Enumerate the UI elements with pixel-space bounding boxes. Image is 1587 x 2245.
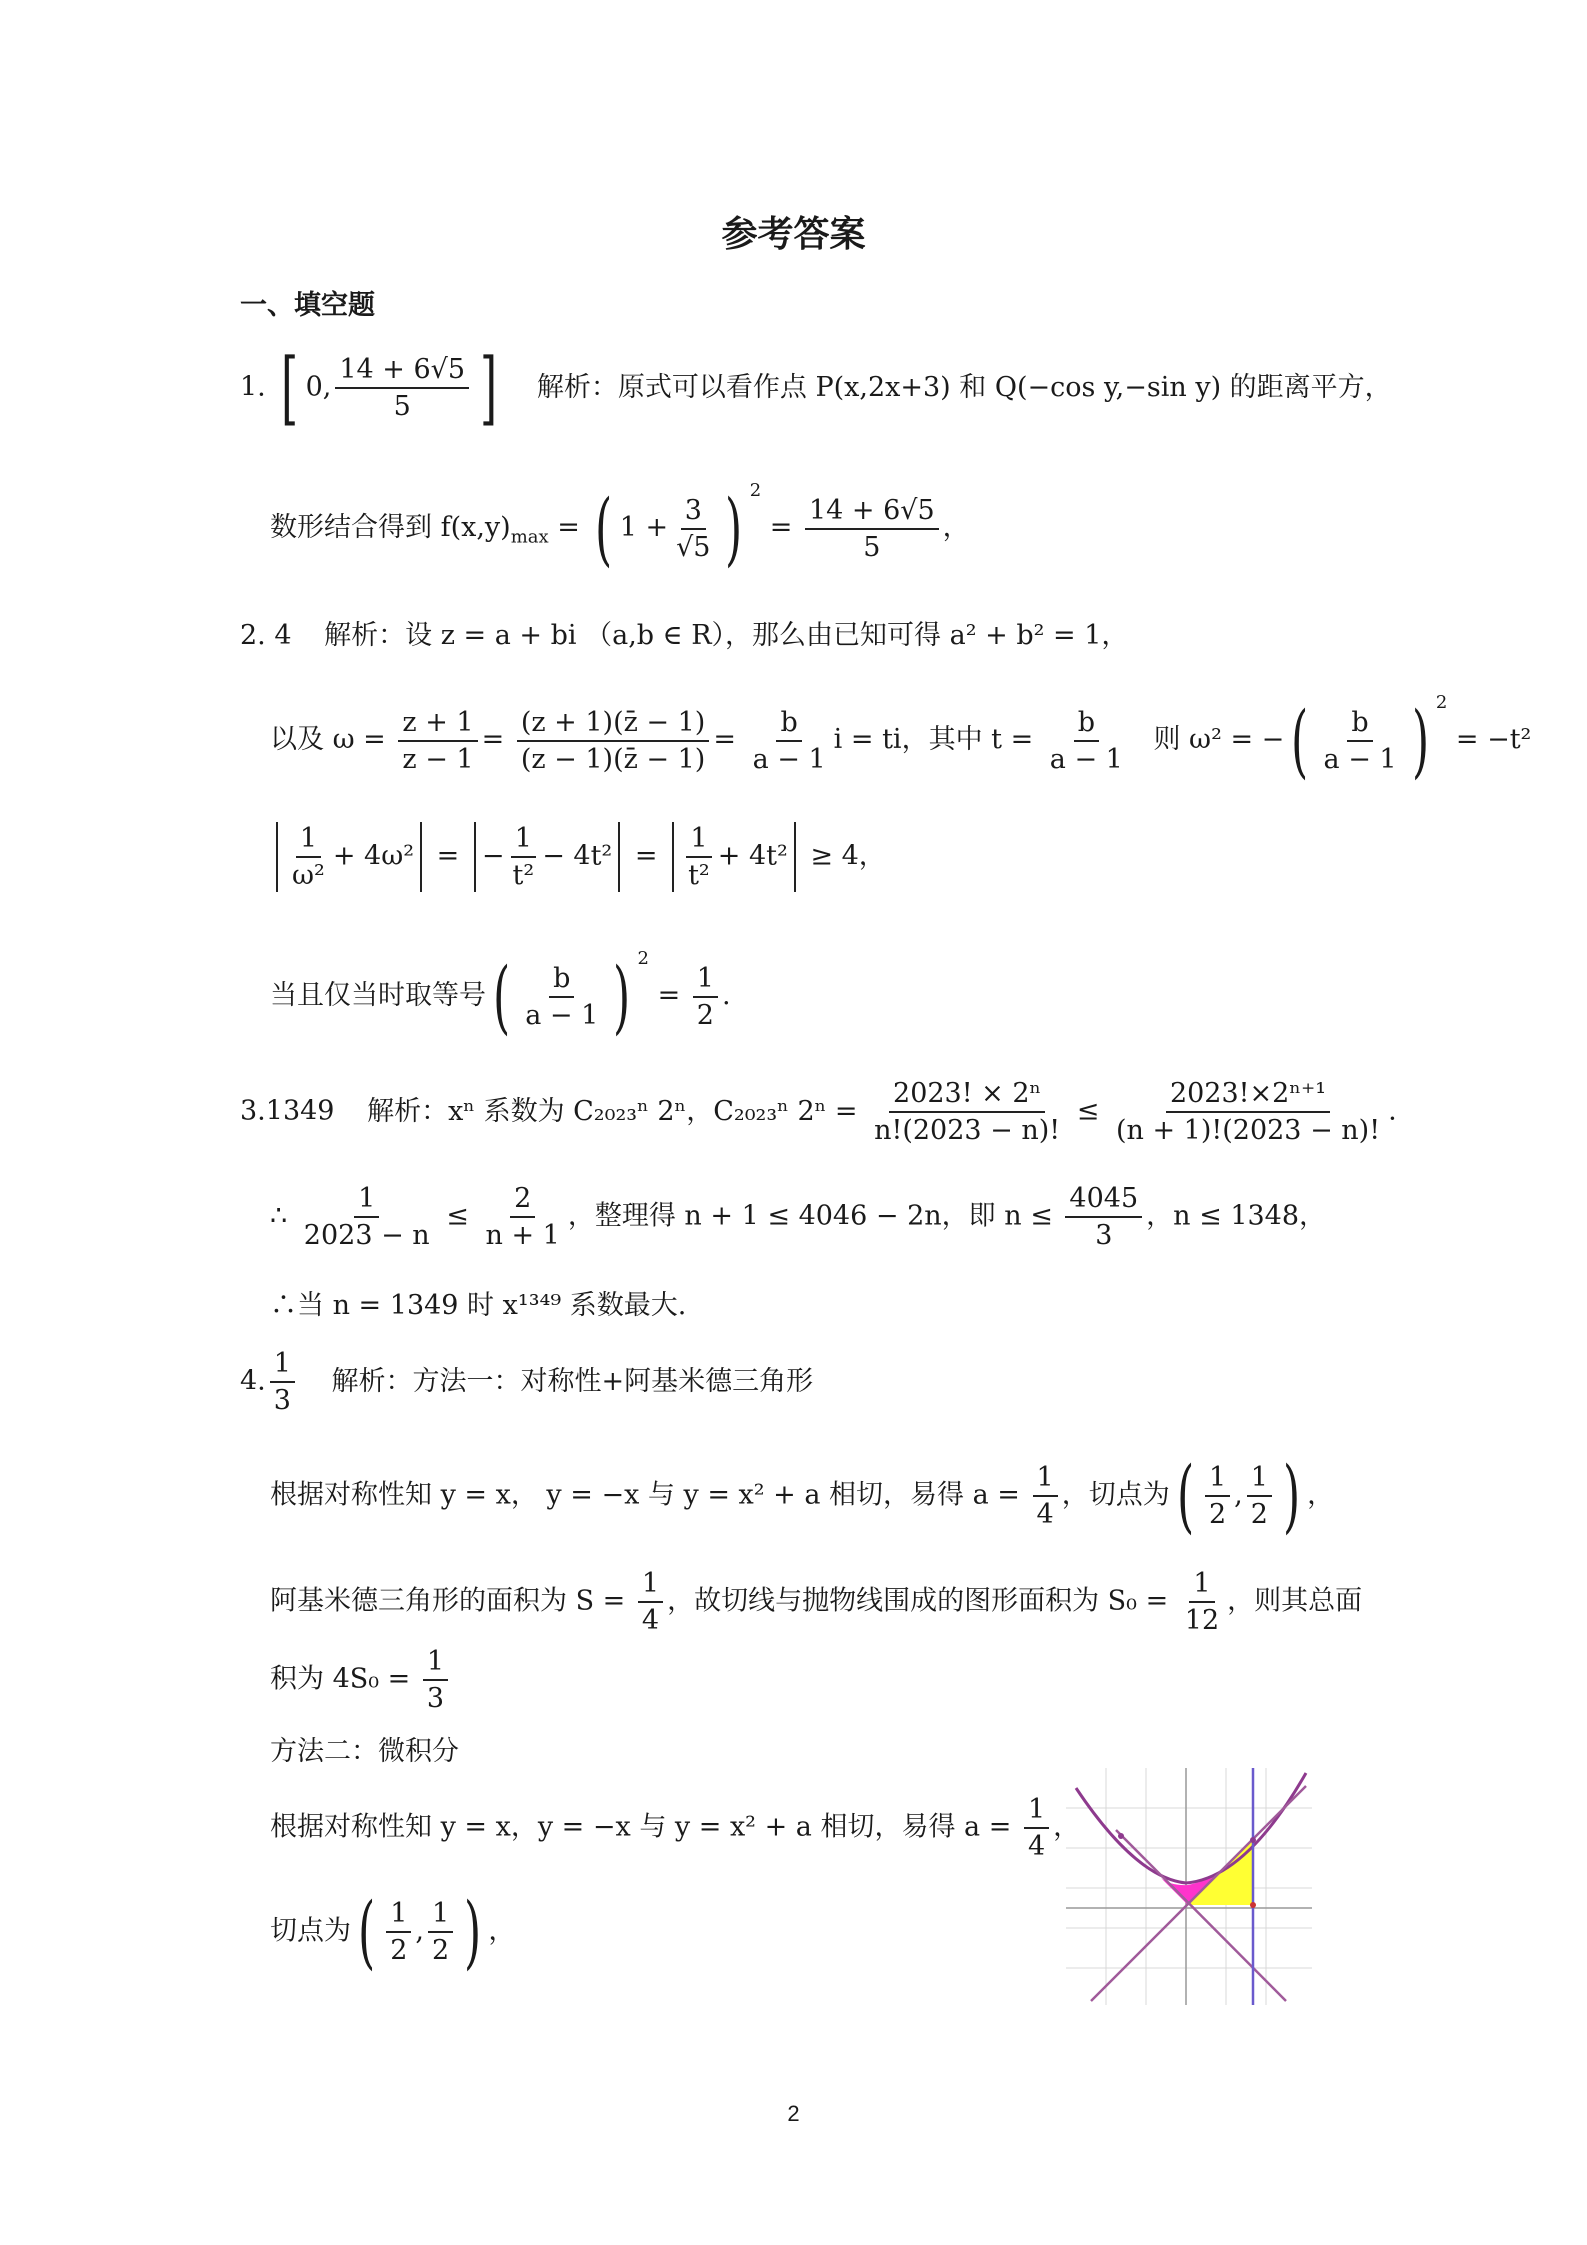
frac-den: 3	[273, 1385, 291, 1416]
frac-den: n!(2023 − n)!	[874, 1115, 1061, 1146]
frac-den: 12	[1184, 1605, 1220, 1636]
page-number: 2	[787, 2101, 800, 2126]
q4-line4	[270, 1648, 452, 1712]
frac-den: a − 1	[525, 999, 599, 1031]
q1-line2-end: ，	[942, 512, 970, 543]
q4-line2: 根据对称性知 y = x， y = −x 与 y = x² + a 相切，易得 a = $\frac{1}{4}$ ，切点为( $\frac{1}{2}$ , $\frac{1}{2}$ ) ，	[270, 1449, 1335, 1542]
q2-l4-frac1	[521, 962, 602, 1031]
paren: )	[725, 481, 743, 575]
frac-den: 2	[390, 1935, 408, 1966]
frac-num: 14 + 6√5	[805, 497, 939, 530]
frac-num: 1	[511, 825, 536, 858]
abs-bar	[672, 822, 674, 892]
line-y-eq-neg-x	[1116, 1830, 1286, 2001]
q2-analysis: 解析：设 z = a + bi （a,b ∈ R），那么由已知可得 a² + b² = 1，	[324, 620, 1129, 651]
abs-bar	[276, 822, 278, 892]
q3-line1	[240, 1080, 1397, 1144]
frac-num: 1	[1205, 1464, 1230, 1497]
q4-l7-point-y	[428, 1900, 453, 1964]
q2-l3-frac1	[288, 825, 329, 889]
frac-den: a − 1	[1049, 743, 1123, 775]
frac-den: 3	[426, 1683, 445, 1714]
frac-num: 1	[1247, 1464, 1272, 1497]
q2-label: 2. 4	[240, 620, 292, 651]
frac-num: 1	[693, 965, 718, 998]
paren: (	[1291, 693, 1309, 787]
q4-line3	[270, 1570, 1362, 1634]
frac-den: 2	[432, 1935, 450, 1966]
tangent-point-right	[1250, 1837, 1256, 1843]
frac-num: b	[1074, 709, 1099, 742]
paren: )	[1282, 1449, 1301, 1542]
frac-num: 2	[510, 1185, 535, 1218]
q2-l4-eq: =	[657, 980, 681, 1011]
q4-l6-end: ，	[1053, 1811, 1081, 1843]
q3-l2-end: ，n ≤ 1348，	[1146, 1200, 1327, 1232]
q2-l4-lead: 当且仅当时取等号	[270, 980, 486, 1011]
paren: )	[613, 949, 631, 1043]
q2-l2-mid: i = ti，其中 t =	[833, 724, 1034, 755]
frac-num: 1	[423, 1648, 448, 1681]
frac-den: t²	[512, 860, 535, 891]
q1-left-bracket: [	[281, 341, 299, 434]
q2-l2-lead: 以及 ω =	[270, 724, 386, 755]
q2-l2-frac4	[1046, 706, 1127, 775]
q2-l2-then: 则 ω² = −	[1153, 724, 1285, 755]
q2-l3-eq1: =	[436, 840, 460, 872]
frac-num: 1	[354, 1185, 379, 1218]
q2-line4	[270, 948, 731, 1043]
q4-l3-mid: ，故切线与抛物线围成的图形面积为 S₀ =	[667, 1585, 1169, 1617]
q3-l2-frac2	[481, 1185, 563, 1249]
q3-l2-lead: ∴	[270, 1200, 288, 1232]
frac-den: √5	[676, 531, 711, 563]
frac-den: (z − 1)(z̄ − 1)	[520, 743, 706, 775]
q1-line2-lead: 数形结合得到 f(x,y)	[270, 512, 511, 543]
q4-answer-frac	[270, 1350, 295, 1414]
parabola-figure	[1066, 1768, 1312, 2005]
frac-den: 2	[1208, 1499, 1227, 1530]
q2-l4-sq: 2	[637, 948, 649, 969]
frac-num: 1	[638, 1570, 663, 1603]
q1-label: 1.	[240, 371, 266, 403]
abs-bar	[794, 822, 796, 892]
frac-den: 2023 − n	[303, 1220, 430, 1251]
frac-num: 3	[681, 497, 706, 530]
q2-l3-frac3	[684, 825, 714, 889]
q2-l3-b: − 4t²	[542, 840, 613, 872]
frac-den: z − 1	[402, 743, 474, 775]
frac-num: 1	[1033, 1464, 1058, 1497]
frac-den: 3	[1095, 1220, 1113, 1251]
q2-l4-frac2	[693, 962, 718, 1031]
q4-label: 4.	[240, 1365, 266, 1397]
q2-l2-frac5	[1320, 706, 1401, 775]
parabola-curve	[1076, 1773, 1306, 1883]
q4-line1	[240, 1350, 813, 1414]
frac-den: 4	[1036, 1499, 1054, 1530]
q4-l2-lead: 根据对称性知 y = x， y = −x 与 y = x² + a 相切，易得 a =	[270, 1479, 1020, 1511]
frac-num: 1	[686, 825, 711, 858]
frac-den: 2	[1250, 1499, 1268, 1530]
q4-l2-point-y	[1247, 1464, 1272, 1528]
q4-l7-lead: 切点为	[270, 1915, 351, 1947]
q4-method1: 解析：方法一：对称性+阿基米德三角形	[331, 1365, 814, 1397]
q1-answer-left: 0,	[305, 371, 332, 403]
q1-line2-sub: max	[510, 526, 549, 548]
paren: )	[1411, 693, 1429, 787]
q3-le: ≤	[1076, 1095, 1100, 1127]
frac-den: a − 1	[1323, 743, 1397, 775]
q1-analysis: 解析：原式可以看作点 P(x,2x+3) 和 Q(−cos y,−sin y) 的距离平方，	[536, 371, 1392, 403]
q4-l4-frac	[423, 1648, 448, 1712]
q3-l2-frac3	[1065, 1185, 1142, 1249]
q4-line7: 切点为( $\frac{1}{2}$ , $\frac{1}{2}$ ) ，	[270, 1885, 516, 1978]
q2-line1	[240, 622, 1128, 649]
q2-l2-frac1	[398, 706, 477, 775]
q4-l7-end: ，	[488, 1915, 516, 1947]
frac-den: 4	[641, 1605, 660, 1636]
frac-num: 1	[1189, 1570, 1214, 1603]
q1-line2-eq: =	[557, 512, 580, 543]
q2-l4-end: .	[721, 980, 731, 1011]
frac-den: a − 1	[752, 743, 826, 775]
frac-den: ω²	[292, 860, 325, 891]
q2-l3-eq2: =	[634, 840, 658, 872]
frac-num: 2023!×2ⁿ⁺¹	[1166, 1080, 1330, 1113]
frac-num: b	[1347, 709, 1372, 742]
q2-l3-minus: −	[481, 840, 505, 872]
paren: )	[464, 1885, 482, 1978]
q2-l3-end: ≥ 4，	[810, 840, 886, 872]
frac-num: 2023! × 2ⁿ	[889, 1080, 1045, 1113]
frac-den: t²	[688, 860, 710, 891]
q3-label: 3.1349	[240, 1095, 335, 1127]
q4-l2-point-x	[1205, 1464, 1230, 1528]
axis-point	[1250, 1902, 1256, 1908]
frac-num: (z + 1)(z̄ − 1)	[517, 709, 710, 742]
paren: (	[358, 1885, 376, 1978]
q4-l7-point-x	[386, 1900, 411, 1964]
frac-num: z + 1	[398, 709, 477, 742]
paren: (	[1176, 1449, 1194, 1542]
q1-answer-fraction	[335, 356, 469, 420]
page-title: 参考答案	[721, 213, 866, 255]
q2-l2-frac3	[749, 706, 830, 775]
frac-den: (n + 1)!(2023 − n)!	[1115, 1115, 1381, 1146]
abs-bar	[474, 822, 476, 892]
q4-line6	[270, 1796, 1080, 1860]
tangent-point-left	[1118, 1833, 1124, 1839]
q1-answer-den: 5	[393, 391, 411, 422]
q1-line1	[240, 341, 1392, 434]
q3-end: .	[1388, 1095, 1397, 1127]
paren: (	[595, 481, 613, 575]
q1-line2-mid: 1 +	[619, 512, 669, 543]
q2-l3-a: + 4ω²	[332, 840, 415, 872]
q3-l2-mid: ，整理得 n + 1 ≤ 4046 − 2n，即 n ≤	[567, 1200, 1053, 1232]
paren: (	[493, 949, 511, 1043]
q1-line2-frac2	[805, 494, 939, 563]
q1-answer-num: 14 + 6√5	[335, 356, 469, 389]
q3-frac1	[870, 1080, 1064, 1144]
frac-num: b	[776, 709, 801, 742]
q3-frac2	[1112, 1080, 1384, 1144]
q2-line3	[270, 822, 886, 892]
frac-num: 1	[386, 1900, 411, 1933]
line-y-eq-x	[1091, 1786, 1306, 2001]
q4-l4-lead: 积为 4S₀ =	[270, 1663, 411, 1695]
frac-num: b	[549, 965, 574, 998]
q2-l3-frac2	[509, 825, 539, 889]
frac-num: 1	[270, 1350, 295, 1383]
q4-l3-lead: 阿基米德三角形的面积为 S =	[270, 1585, 626, 1617]
q1-line2-sq: 2	[749, 480, 762, 501]
q2-l2-frac2	[517, 706, 710, 775]
q4-l6-frac	[1024, 1796, 1049, 1860]
q2-l2-sq: 2	[1435, 692, 1448, 713]
q4-l6-lead: 根据对称性知 y = x，y = −x 与 y = x² + a 相切，易得 a =	[270, 1811, 1012, 1843]
q2-l3-c: + 4t²	[717, 840, 788, 872]
q1-right-bracket: ]	[480, 341, 498, 434]
q2-line2: 以及 ω = $\frac{z + 1}{z - 1}$ = $\frac{(z + 1)(z̄ - 1)}{(z - 1)(z̄ - 1)}$ = $\frac{b}{a - 1}$ i = ti，其中 t = $\frac{b}{a - 1}$ 则 ω² = −( $\frac{b}{a - 1}$ ) $^2$ = −t²	[270, 692, 1532, 787]
q4-method2: 方法二：微积分	[270, 1736, 459, 1767]
q4-l2-end: ，	[1307, 1479, 1335, 1511]
q1-line2-frac1	[672, 494, 714, 563]
abs-bar	[420, 822, 422, 892]
frac-num: 1	[296, 825, 321, 858]
frac-num: 1	[428, 1900, 453, 1933]
q2-l2-end: = −t²	[1455, 724, 1532, 755]
q4-l2-mid: ，切点为	[1061, 1479, 1170, 1511]
frac-den: n + 1	[485, 1220, 560, 1251]
q3-analysis: 解析：xⁿ 系数为 C₂₀₂₃ⁿ 2ⁿ，C₂₀₂₃ⁿ 2ⁿ =	[367, 1095, 858, 1127]
frac-den: 4	[1027, 1831, 1046, 1862]
q3-l2-frac1	[300, 1185, 434, 1249]
abs-bar	[618, 822, 620, 892]
frac-den: 5	[863, 531, 881, 563]
frac-num: 4045	[1065, 1185, 1142, 1218]
frac-den: 2	[696, 999, 714, 1031]
q1-line2: 数形结合得到 $f(x,y)_{max}$ = ( 1 + $\frac{3}{√5}$ ) $^2$ = $\frac{14 + 6√5}{5}$ ，	[270, 480, 970, 575]
q3-l2-le: ≤	[446, 1200, 469, 1232]
q4-l3-end: ，则其总面	[1227, 1585, 1363, 1617]
q3-line2	[270, 1185, 1326, 1249]
q4-l3-frac1	[638, 1570, 663, 1634]
frac-num: 1	[1024, 1796, 1049, 1829]
q3-line3: ∴当 n = 1349 时 x¹³⁴⁹ 系数最大.	[270, 1290, 687, 1321]
q4-l3-frac2	[1181, 1570, 1223, 1634]
q4-l2-frac	[1033, 1464, 1058, 1528]
section-title: 一、填空题	[240, 290, 375, 321]
